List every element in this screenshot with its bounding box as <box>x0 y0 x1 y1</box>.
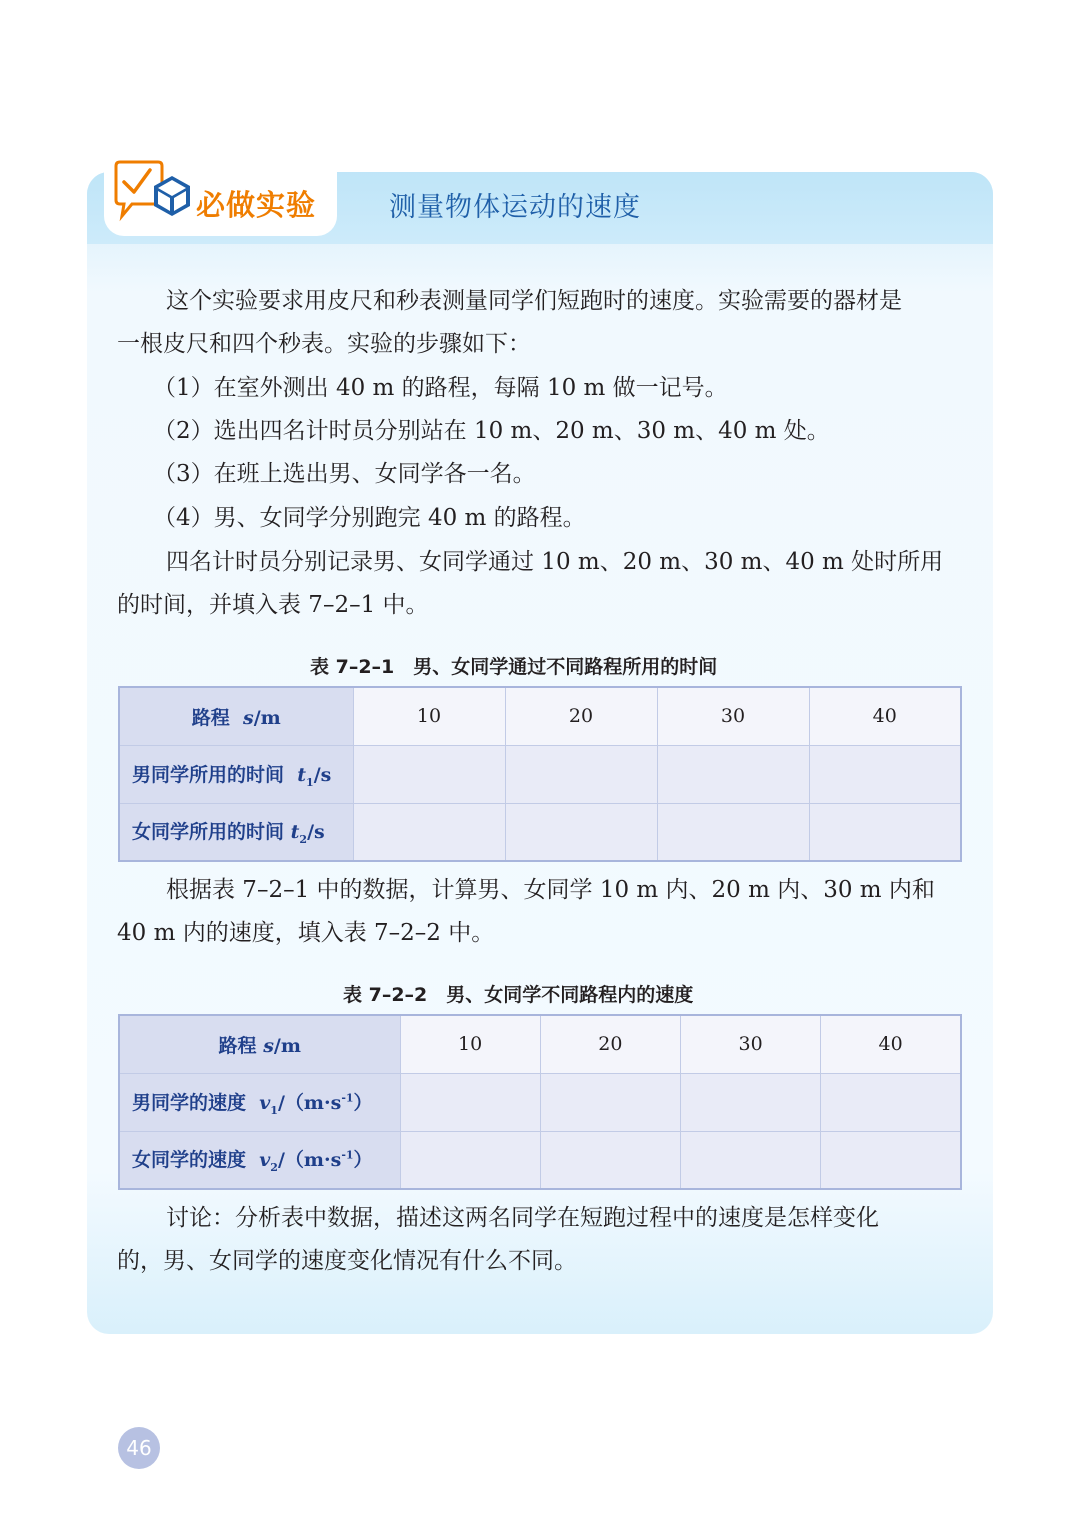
speed-unit-close: ） <box>353 1091 373 1114</box>
record-paragraph-line2: 的时间，并填入表 7–2–1 中。 <box>117 592 429 618</box>
row-header-male-time <box>119 745 353 803</box>
table-cell-input[interactable] <box>505 803 657 861</box>
table-cell-input[interactable] <box>505 745 657 803</box>
distance-value: 30 <box>681 1015 821 1073</box>
row-header-distance <box>119 687 353 745</box>
distance-unit: /m <box>253 706 281 729</box>
step-4: （4）男、女同学分别跑完 40 m 的路程。 <box>153 505 586 531</box>
female-time-subscript: 2 <box>299 833 308 847</box>
time-table <box>118 686 962 862</box>
distance-label: 路程 <box>191 706 230 729</box>
male-time-symbol: t <box>297 763 307 786</box>
table-cell-input[interactable] <box>657 803 809 861</box>
experiment-title: 测量物体运动的速度 <box>389 192 641 223</box>
female-speed-symbol: v <box>259 1149 271 1172</box>
table-cell-input[interactable] <box>353 803 505 861</box>
page-number: 46 <box>118 1427 160 1469</box>
table-cell-input[interactable] <box>681 1131 821 1189</box>
discussion-paragraph-line2: 的，男、女同学的速度变化情况有什么不同。 <box>117 1248 577 1274</box>
speed-table <box>118 1014 962 1190</box>
speed-unit: /（m·s <box>277 1149 342 1172</box>
experiment-cube-icon <box>110 160 198 224</box>
discussion-paragraph-line1: 讨论：分析表中数据，描述这两名同学在短跑过程中的速度是怎样变化 <box>166 1205 879 1231</box>
male-speed-subscript: 1 <box>270 1103 278 1117</box>
table-cell-input[interactable] <box>400 1131 540 1189</box>
distance-symbol: s <box>243 706 254 729</box>
distance-value: 10 <box>400 1015 540 1073</box>
distance-value: 10 <box>353 687 505 745</box>
male-speed-symbol: v <box>259 1091 271 1114</box>
table-cell-input[interactable] <box>657 745 809 803</box>
table-cell-input[interactable] <box>400 1073 540 1131</box>
row-header-female-speed <box>119 1131 400 1189</box>
row-header-female-time <box>119 803 353 861</box>
table-cell-input[interactable] <box>681 1073 821 1131</box>
table-row <box>119 745 961 803</box>
table-cell-input[interactable] <box>821 1131 961 1189</box>
step-1: （1）在室外测出 40 m 的路程，每隔 10 m 做一记号。 <box>153 375 728 401</box>
distance-symbol: s <box>263 1034 274 1057</box>
row-header-distance <box>119 1015 400 1073</box>
distance-value: 40 <box>809 687 961 745</box>
calc-paragraph-line1: 根据表 7–2–1 中的数据，计算男、女同学 10 m 内、20 m 内、30 m 内和 <box>166 877 935 903</box>
table-cell-input[interactable] <box>353 745 505 803</box>
female-speed-subscript: 2 <box>270 1161 278 1175</box>
distance-label: 路程 <box>218 1034 257 1057</box>
table-cell-input[interactable] <box>809 803 961 861</box>
distance-unit: /m <box>273 1034 301 1057</box>
male-time-subscript: 1 <box>306 775 314 789</box>
table-cell-input[interactable] <box>821 1073 961 1131</box>
table1-caption: 表 7–2–1 男、女同学通过不同路程所用的时间 <box>310 656 718 678</box>
distance-value: 30 <box>657 687 809 745</box>
table-row <box>119 1131 961 1189</box>
female-time-symbol: t <box>290 821 300 844</box>
badge-label: 必做实验 <box>196 188 317 222</box>
speed-unit-exponent: -1 <box>341 1091 354 1105</box>
intro-paragraph-line1: 这个实验要求用皮尺和秒表测量同学们短跑时的速度。实验需要的器材是 <box>166 288 902 314</box>
table2-caption: 表 7–2–2 男、女同学不同路程内的速度 <box>343 984 694 1006</box>
female-time-label: 女同学所用的时间 <box>132 821 285 844</box>
distance-value: 20 <box>540 1015 680 1073</box>
female-time-unit: /s <box>307 821 325 844</box>
table-cell-input[interactable] <box>540 1131 680 1189</box>
step-2: （2）选出四名计时员分别站在 10 m、20 m、30 m、40 m 处。 <box>153 418 830 444</box>
male-time-unit: /s <box>313 763 332 786</box>
distance-value: 20 <box>505 687 657 745</box>
intro-paragraph-line2: 一根皮尺和四个秒表。实验的步骤如下： <box>117 331 531 357</box>
speed-unit-exponent: -1 <box>341 1149 354 1163</box>
step-3: （3）在班上选出男、女同学各一名。 <box>153 461 536 487</box>
row-header-male-speed <box>119 1073 400 1131</box>
speed-unit-close: ） <box>353 1149 373 1172</box>
speed-unit: /（m·s <box>277 1091 342 1114</box>
table-row <box>119 803 961 861</box>
female-speed-label: 女同学的速度 <box>132 1149 247 1172</box>
calc-paragraph-line2: 40 m 内的速度，填入表 7–2–2 中。 <box>117 920 495 946</box>
male-time-label: 男同学所用的时间 <box>132 763 285 786</box>
male-speed-label: 男同学的速度 <box>132 1091 247 1114</box>
table-cell-input[interactable] <box>809 745 961 803</box>
distance-value: 40 <box>821 1015 961 1073</box>
record-paragraph-line1: 四名计时员分别记录男、女同学通过 10 m、20 m、30 m、40 m 处时所用 <box>166 549 944 575</box>
table-row <box>119 687 961 745</box>
table-row <box>119 1073 961 1131</box>
table-row <box>119 1015 961 1073</box>
table-cell-input[interactable] <box>540 1073 680 1131</box>
